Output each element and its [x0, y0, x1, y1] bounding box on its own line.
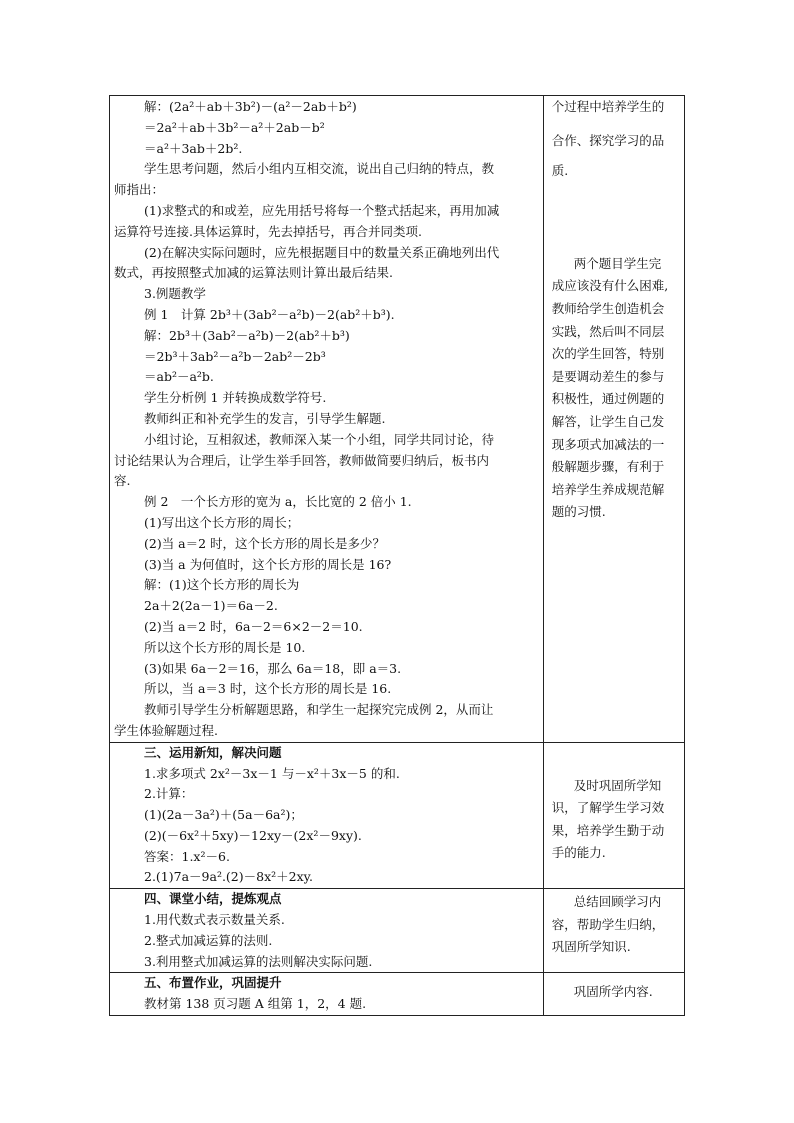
text-line: 师指出：	[114, 182, 165, 198]
text-line: 例 2 一个长方形的宽为 a，长比宽的 2 倍小 1.	[144, 494, 412, 510]
text-line: (2)当 a＝2 时，6a－2＝6×2－2＝10.	[144, 618, 363, 634]
text-line: (1)(2a－3a²)＋(5a－6a²)；	[144, 807, 303, 823]
main-cell	[110, 973, 544, 1016]
side-cell	[543, 742, 684, 889]
side-text-line: 培养学生养成规范解	[551, 481, 665, 497]
side-text-line: 是要调动差生的参与	[551, 368, 665, 384]
text-line: 2.计算：	[144, 786, 194, 802]
text-line: ＝2b³＋3ab²－a²b－2ab²－2b³	[144, 348, 326, 364]
text-line: 解：(1)这个长方形的周长为	[144, 577, 300, 593]
side-text-line: 个过程中培养学生的	[551, 99, 665, 114]
text-line: (2)当 a＝2 时，这个长方形的周长是多少？	[144, 535, 386, 551]
section-heading: 四、课堂小结，提炼观点	[144, 891, 282, 907]
side-text-line: 识，了解学生学习效	[551, 800, 665, 816]
text-line: 例 1 计算 2b³＋(3ab²－a²b)－2(ab²＋b³).	[144, 306, 395, 322]
text-line: ＝2a²＋ab＋3b²－a²＋2ab－b²	[144, 119, 325, 135]
text-line: ＝a²＋3ab＋2b².	[144, 140, 243, 156]
text-line: (1)求整式的和或差，应先用括号将每一个整式括起来，再用加减	[144, 202, 500, 218]
side-text-line: 教师给学生创造机会	[551, 300, 665, 316]
side-cell	[543, 96, 684, 743]
text-line: (2)(－6x²＋5xy)－12xy－(2x²－9xy).	[144, 827, 362, 843]
text-line: 讨论结果认为合理后，让学生举手回答，教师做简要归纳后，板书内	[114, 452, 490, 468]
text-line: 解：2b³＋(3ab²－a²b)－2(ab²＋b³)	[144, 327, 350, 343]
main-cell	[110, 889, 544, 973]
text-line: (3)当 a 为何值时，这个长方形的周长是 16?	[144, 556, 392, 572]
table-row	[110, 96, 685, 743]
side-cell	[543, 973, 684, 1016]
table-row	[110, 973, 685, 1016]
text-line: 运算符号连接.具体运算时，先去掉括号，再合并同类项.	[114, 223, 422, 239]
side-text-line: 容，帮助学生归纳，	[551, 916, 665, 932]
text-line: 2a＋2(2a－1)＝6a－2.	[144, 598, 278, 614]
text-line: 所以这个长方形的周长是 10.	[144, 639, 306, 655]
side-text-line: 解答，让学生自己发	[551, 413, 665, 429]
text-line: 小组讨论，互相叙述，教师深入某一个小组，同学共同讨论，待	[144, 431, 495, 447]
table-row	[110, 889, 685, 973]
side-text-line: 积极性，通过例题的	[551, 391, 665, 407]
main-cell	[110, 742, 544, 889]
text-line: (2)在解决实际问题时，应先根据题目中的数量关系正确地列出代	[144, 244, 500, 260]
text-line: 学生思考问题，然后小组内互相交流，说出自己归纳的特点，教	[144, 161, 495, 177]
text-line: 3.利用整式加减运算的法则解决实际问题.	[144, 953, 373, 969]
text-line: 数式，再按照整式加减的运算法则计算出最后结果.	[114, 265, 393, 281]
text-line: 2.整式加减运算的法则.	[144, 932, 273, 948]
text-line: ＝ab²－a²b.	[144, 369, 214, 385]
text-line: 学生分析例 1 并转换成数学符号.	[144, 390, 327, 406]
side-text-line: 般解题步骤，有利于	[551, 459, 665, 475]
text-line: 教师纠正和补充学生的发言，引导学生解题.	[144, 410, 386, 426]
side-text-line: 巩固所学知识.	[551, 939, 631, 955]
table-row	[110, 742, 685, 889]
main-cell	[110, 96, 544, 743]
side-text-line: 次的学生回答，特别	[551, 346, 665, 362]
side-text-line: 现多项式加减法的一	[551, 436, 665, 452]
side-text-line: 巩固所学内容.	[573, 984, 653, 1000]
side-text-line: 总结回顾学习内	[573, 894, 662, 910]
side-text-line: 两个题目学生完	[573, 255, 662, 271]
text-line: 1.求多项式 2x²－3x－1 与－x²＋3x－5 的和.	[144, 765, 400, 781]
side-text-line: 手的能力.	[551, 845, 606, 861]
text-line: 3.例题教学	[144, 286, 206, 302]
side-text-line: 质.	[551, 163, 569, 179]
text-line: (3)如果 6a－2＝16，那么 6a＝18，即 a＝3.	[144, 660, 402, 676]
section-heading: 三、运用新知，解决问题	[144, 744, 282, 760]
text-line: (1)写出这个长方形的周长；	[144, 514, 300, 530]
text-line: 1.用代数式表示数量关系.	[144, 912, 285, 928]
text-line: 所以，当 a＝3 时，这个长方形的周长是 16.	[144, 681, 392, 697]
text-line: 答案：1.x²－6.	[144, 848, 230, 864]
text-line: 教材第 138 页习题 A 组第 1，2，4 题.	[144, 996, 367, 1012]
side-text-line: 及时巩固所学知	[573, 777, 662, 793]
text-line: 解：(2a²＋ab＋3b²)－(a²－2ab＋b²)	[144, 99, 357, 114]
lesson-plan-table	[109, 95, 685, 1016]
side-text-line: 合作、探究学习的品	[551, 132, 665, 148]
side-text-line: 果，培养学生勤于动	[551, 822, 665, 838]
text-line: 学生体验解题过程.	[114, 722, 218, 738]
text-line: 容.	[114, 473, 131, 489]
side-text-line: 题的习惯.	[551, 504, 606, 520]
section-heading: 五、布置作业，巩固提升	[144, 975, 282, 991]
text-line: 2.(1)7a－9a².(2)－8x²＋2xy.	[144, 869, 314, 885]
text-line: 教师引导学生分析解题思路，和学生一起探究完成例 2，从而让	[144, 702, 494, 718]
side-cell	[543, 889, 684, 973]
side-text-line: 成应该没有什么困难,	[551, 278, 669, 294]
side-text-line: 实践，然后叫不同层	[551, 323, 665, 339]
